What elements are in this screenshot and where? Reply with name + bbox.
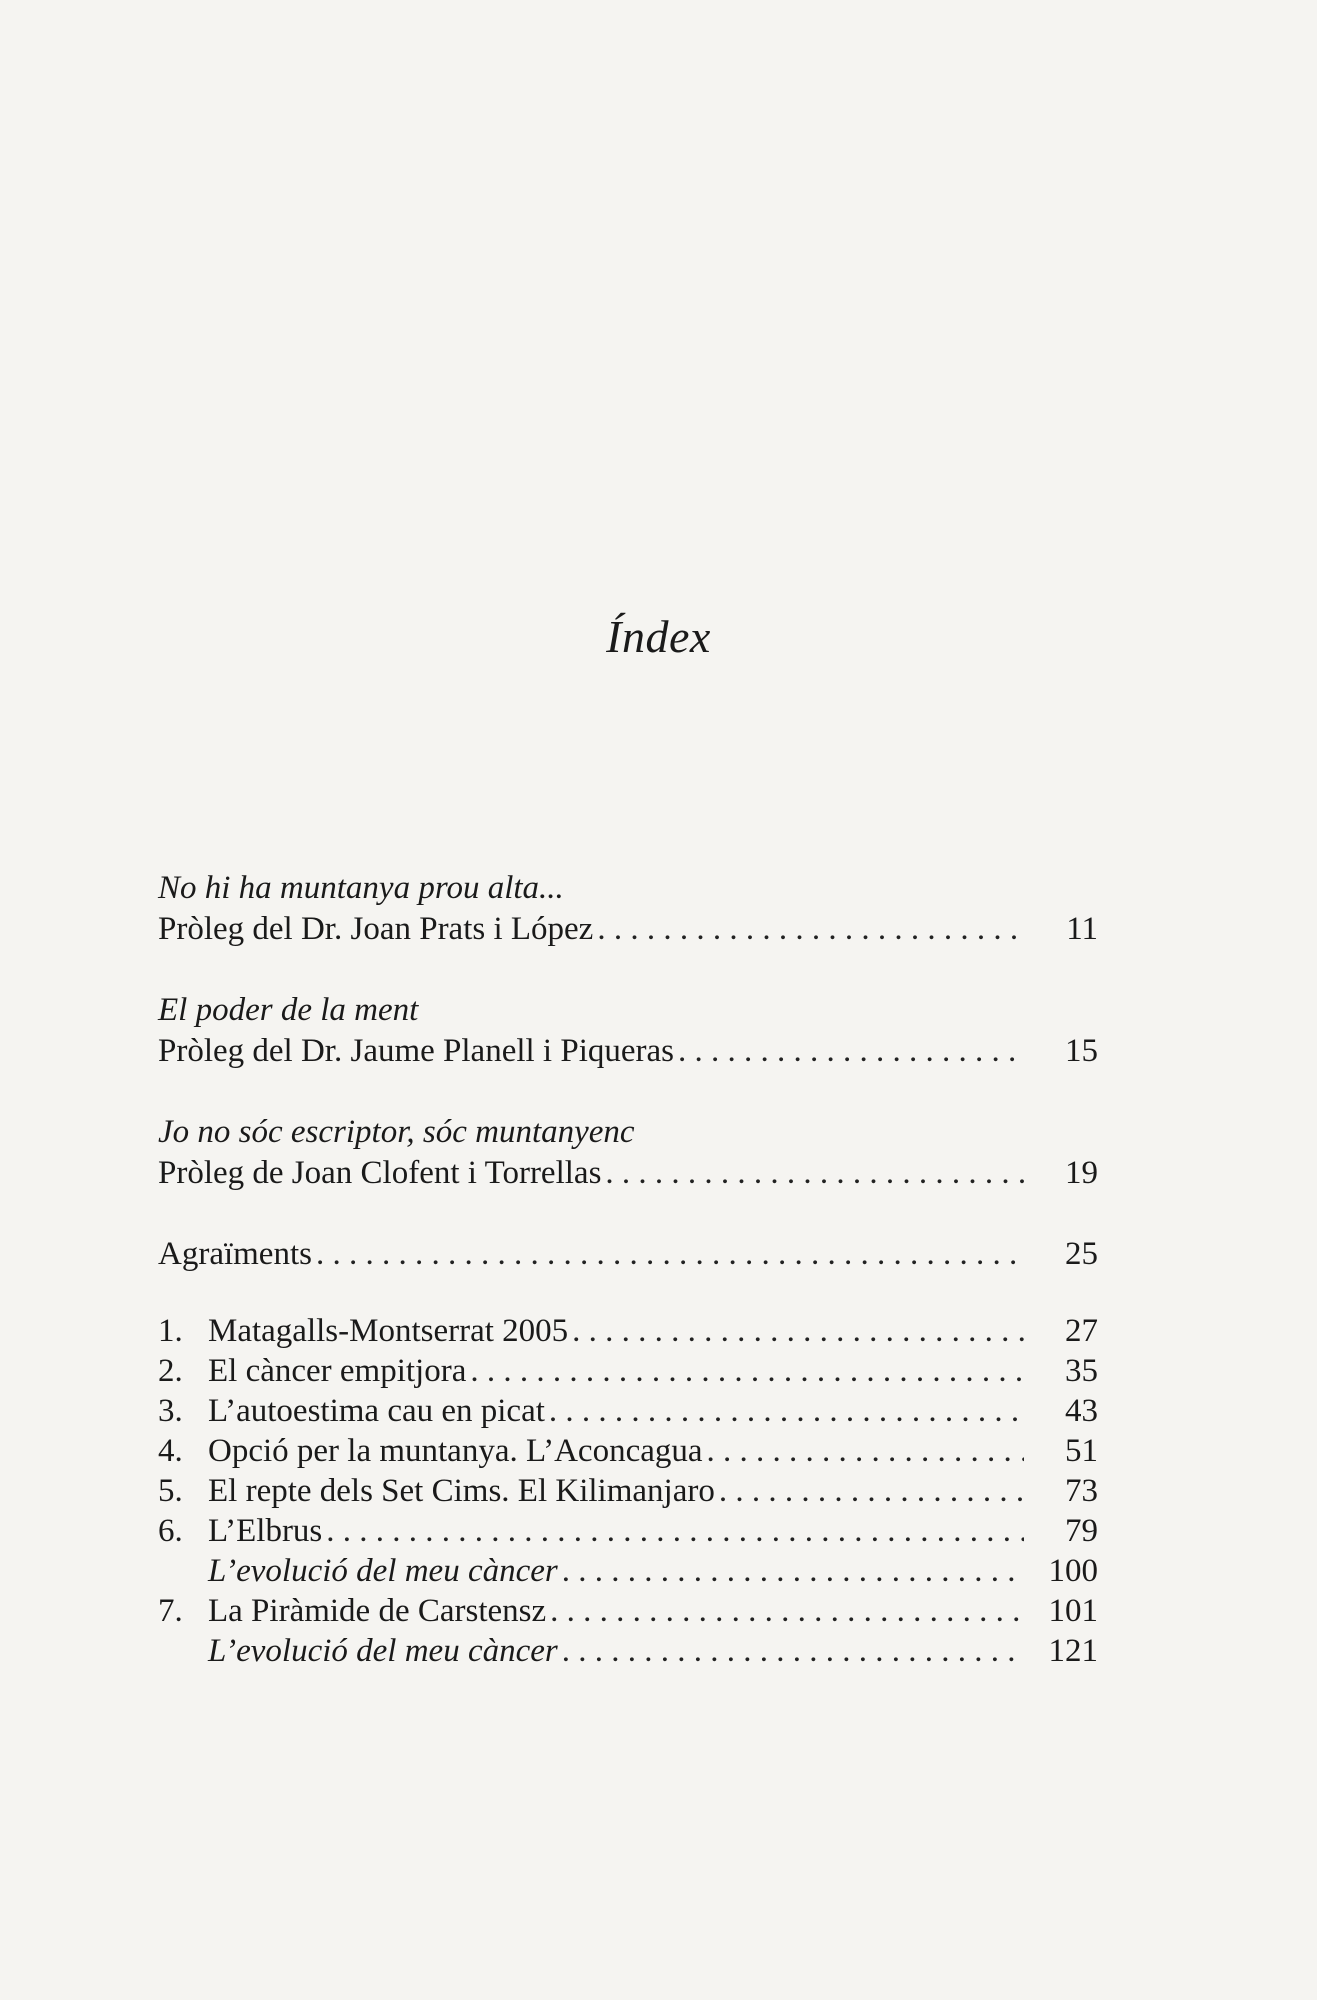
toc-label: L’evolució del meu càncer: [208, 1633, 558, 1669]
toc-chapter-number: 6.: [158, 1513, 183, 1549]
page-title: Índex: [606, 611, 711, 662]
toc-page-number: 19: [1065, 1155, 1098, 1191]
toc-leader-dots: [316, 1234, 1024, 1275]
toc-chapter-number: 7.: [158, 1593, 183, 1629]
toc-chapter-number: 2.: [158, 1353, 183, 1389]
toc-leader-dots: [605, 1153, 1024, 1194]
toc-page-number: 15: [1065, 1033, 1098, 1069]
toc-page-number: 35: [1065, 1353, 1098, 1389]
toc-chapter-row: [158, 1351, 1098, 1391]
table-of-contents: [158, 868, 1098, 1671]
toc-chapter-list: [158, 1311, 1098, 1671]
toc-leader-dots: [678, 1031, 1024, 1072]
toc-label: L’autoestima cau en picat: [208, 1393, 545, 1429]
toc-subsection-row: [158, 1631, 1098, 1671]
toc-page-number: 121: [1048, 1633, 1098, 1669]
toc-page-number: 73: [1065, 1473, 1098, 1509]
toc-label: L’evolució del meu càncer: [208, 1553, 558, 1589]
toc-leader-dots: [549, 1391, 1024, 1431]
toc-line: [158, 1153, 1098, 1194]
toc-label: Opció per la muntanya. L’Aconcagua: [208, 1433, 703, 1469]
toc-page-number: 43: [1065, 1393, 1098, 1429]
toc-leader-dots: [470, 1351, 1024, 1391]
toc-page-number: 27: [1065, 1313, 1098, 1349]
toc-chapter-row: [158, 1311, 1098, 1351]
toc-leader-dots: [719, 1471, 1024, 1511]
toc-chapter-row: [158, 1431, 1098, 1471]
toc-chapter-row: [158, 1471, 1098, 1511]
toc-subsection-row: [158, 1551, 1098, 1591]
toc-line: [158, 1031, 1098, 1072]
toc-leader-dots: [572, 1311, 1024, 1351]
toc-subtitle: El poder de la ment: [158, 992, 419, 1028]
toc-page-number: 101: [1048, 1593, 1098, 1629]
toc-leader-dots: [597, 909, 1024, 950]
toc-entry-prologue-2: [158, 990, 1098, 1072]
toc-leader-dots: [562, 1631, 1024, 1671]
toc-leader-dots: [562, 1551, 1024, 1591]
toc-page-number: 51: [1065, 1433, 1098, 1469]
toc-subtitle: No hi ha muntanya prou alta...: [158, 870, 564, 906]
toc-line: [158, 1234, 1098, 1275]
toc-chapter-number: 3.: [158, 1393, 183, 1429]
toc-chapter-row: [158, 1511, 1098, 1551]
toc-label: El repte dels Set Cims. El Kilimanjaro: [208, 1473, 715, 1509]
toc-leader-dots: [707, 1431, 1024, 1471]
toc-subtitle: Jo no sóc escriptor, sóc muntanyenc: [158, 1114, 635, 1150]
toc-label: El càncer empitjora: [208, 1353, 467, 1389]
toc-entry-prologue-3: [158, 1112, 1098, 1194]
toc-chapter-number: 5.: [158, 1473, 183, 1509]
toc-line: [158, 909, 1098, 950]
toc-chapter-number: 1.: [158, 1313, 183, 1349]
toc-label: Matagalls-Montserrat 2005: [208, 1313, 569, 1349]
toc-label: Pròleg del Dr. Joan Prats i López: [158, 911, 594, 947]
toc-label: L’Elbrus: [208, 1513, 323, 1549]
toc-chapter-number: 4.: [158, 1433, 183, 1469]
toc-chapter-row: [158, 1591, 1098, 1631]
toc-entry-prologue-1: [158, 868, 1098, 950]
toc-label: La Piràmide de Carstensz: [208, 1593, 547, 1629]
toc-leader-dots: [550, 1591, 1024, 1631]
toc-page-number: 11: [1066, 911, 1098, 947]
toc-page-number: 79: [1065, 1513, 1098, 1549]
toc-label: Pròleg de Joan Clofent i Torrellas: [158, 1155, 602, 1191]
toc-entry-acknowledgements: [158, 1234, 1098, 1275]
toc-label: Pròleg del Dr. Jaume Planell i Piqueras: [158, 1033, 674, 1069]
toc-page-number: 25: [1065, 1236, 1098, 1272]
toc-page-number: 100: [1048, 1553, 1098, 1589]
toc-leader-dots: [326, 1511, 1024, 1551]
toc-label: Agraïments: [158, 1236, 312, 1272]
toc-chapter-row: [158, 1391, 1098, 1431]
